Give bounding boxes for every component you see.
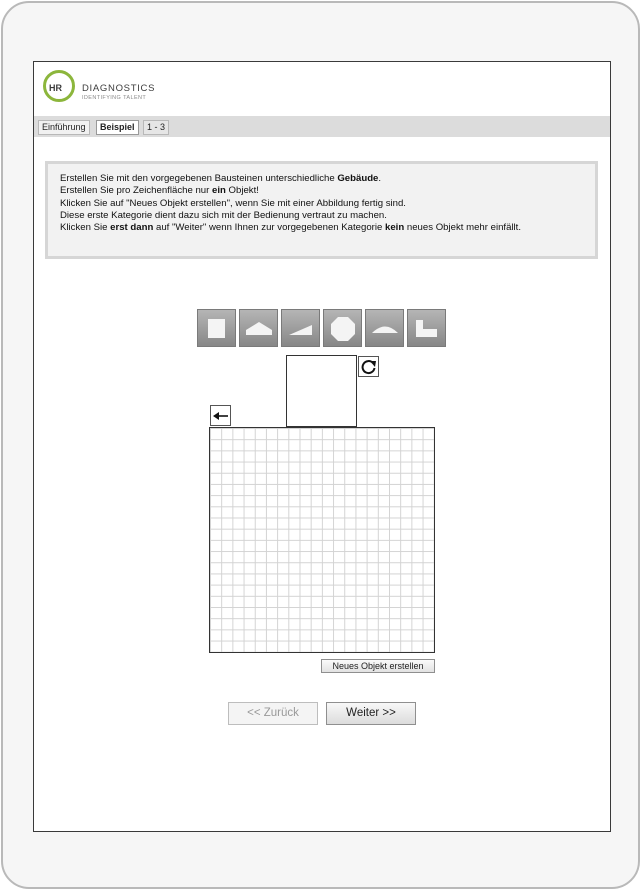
logo-mark: HR [49,83,62,93]
roof-shape-button[interactable] [239,309,278,347]
instruction-line: Klicken Sie auf "Neues Objekt erstellen", wenn Sie mit einer Abbildung fertig sind. [60,197,406,209]
square-shape-icon [203,316,231,342]
octagon-shape-button[interactable] [323,309,362,347]
instruction-line: Diese erste Kategorie dient dazu sich mit der Bedienung vertraut zu machen. [60,209,387,221]
octagon-shape-icon [329,316,357,342]
wedge-shape-button[interactable] [281,309,320,347]
tab-page-range[interactable]: 1 - 3 [143,120,169,135]
drawing-canvas[interactable] [209,427,435,653]
logo-name: DIAGNOSTICS [82,83,156,94]
dome-shape-button[interactable] [365,309,404,347]
arrow-left-icon [213,410,229,422]
rotate-button[interactable] [358,356,379,377]
instruction-line: Klicken Sie erst dann auf "Weiter" wenn Ihnen zur vorgegebenen Kategorie kein neues Objekt mehr einfällt. [60,222,522,234]
square-shape-button[interactable] [197,309,236,347]
back-button[interactable]: << Zurück [228,702,318,725]
instruction-line: Erstellen Sie mit den vorgegebenen Bausteinen unterschiedliche Gebäude. [60,173,382,184]
tab-beispiel[interactable]: Beispiel [96,120,139,135]
rotate-icon [361,359,377,375]
header [34,62,610,115]
roof-shape-icon [245,316,273,342]
tab-einfuehrung[interactable]: Einführung [38,120,90,135]
l-block-shape-button[interactable] [407,309,446,347]
instructions-panel [45,161,598,259]
dome-shape-icon [371,316,399,342]
l-block-shape-icon [413,316,441,342]
back-arrow-button[interactable] [210,405,231,426]
tab-bar [34,116,610,137]
next-button[interactable]: Weiter >> [326,702,416,725]
instruction-line: Erstellen Sie pro Zeichenfläche nur ein Objekt! [60,185,259,197]
shape-preview[interactable] [286,355,357,427]
app-screen [33,61,611,832]
new-object-button[interactable]: Neues Objekt erstellen [321,659,435,673]
logo-tagline: IDENTIFYING TALENT [82,95,147,101]
wedge-shape-icon [287,316,315,342]
